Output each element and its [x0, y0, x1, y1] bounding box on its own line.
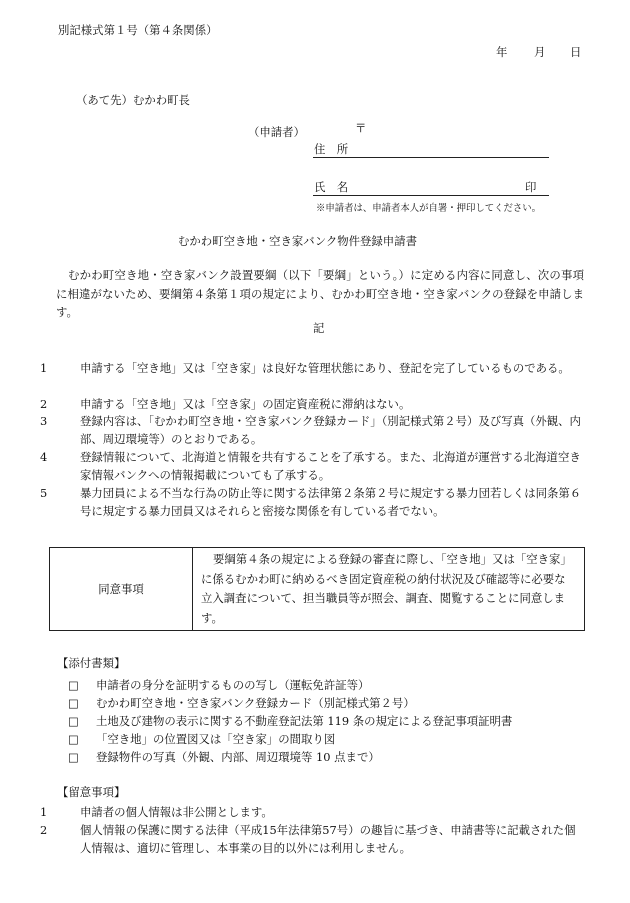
address-underline [313, 157, 549, 158]
note-number: 2 [40, 823, 48, 837]
checkbox-icon[interactable]: □ [68, 714, 79, 728]
statement-number: 5 [40, 486, 48, 500]
postal-mark: 〒 [355, 121, 367, 135]
date-year: 年 [496, 45, 508, 59]
notes-heading: 【留意事項】 [57, 785, 126, 799]
checkbox-icon[interactable]: □ [68, 696, 79, 710]
address-label: 住 所 [314, 142, 349, 156]
applicant-note: ※申請者は、申請者本人が自署・押印してください。 [316, 203, 542, 214]
statement-number: 2 [40, 397, 48, 411]
statement-text: 申請する「空き地」又は「空き家」は良好な管理状態にあり、登記を完了しているものである。 [80, 361, 570, 375]
seal-mark: 印 [525, 180, 537, 194]
statement-4 [40, 449, 582, 484]
attachment-item [68, 676, 369, 694]
attachment-label: 「空き地」の位置図又は「空き家」の間取り図 [96, 732, 336, 746]
attachment-item [68, 730, 335, 748]
form-number: 別記様式第１号（第４条関係） [58, 23, 218, 37]
statement-text: 登録情報について、北海道と情報を共有することを了承する。また、北海道が運営する北海道空き家情報バンクへの情報掲載についても了承する。 [80, 450, 581, 482]
statement-text: 登録内容は、「むかわ町空き地・空き家バンク登録カード」（別記様式第２号）及び写真（外観、内部、周辺環境等）のとおりである。 [80, 414, 581, 446]
statement-text: 暴力団員による不当な行為の防止等に関する法律第２条第２号に規定する暴力団若しくは同条第６号に規定する暴力団員又はそれらと密接な関係を有している者でない。 [80, 486, 582, 518]
consent-label: 同意事項 [50, 548, 193, 631]
document-title: むかわ町空き地・空き家バンク物件登録申請書 [178, 234, 417, 248]
attachment-label: むかわ町空き地・空き家バンク登録カード（別記様式第２号） [96, 696, 415, 710]
note-1 [40, 804, 582, 822]
attachment-label: 登録物件の写真（外観、内部、周辺環境等 10 点まで） [96, 750, 380, 764]
ki-mark: 記 [313, 321, 325, 335]
name-label: 氏 名 [314, 180, 349, 194]
attachment-label: 土地及び建物の表示に関する不動産登記法第 119 条の規定による登記事項証明書 [96, 714, 513, 728]
statement-number: 4 [40, 450, 48, 464]
checkbox-icon[interactable]: □ [68, 750, 79, 764]
attachments-heading: 【添付書類】 [57, 656, 126, 670]
consent-text [193, 548, 585, 631]
addressee: （あて先）むかわ町長 [76, 93, 190, 107]
statement-5 [40, 485, 582, 520]
attachment-label: 申請者の身分を証明するものの写し（運転免許証等） [96, 678, 370, 692]
attachment-item [68, 694, 415, 712]
note-2 [40, 822, 582, 857]
statement-1 [40, 360, 582, 378]
statement-2 [40, 396, 582, 414]
note-number: 1 [40, 805, 48, 819]
date-day: 日 [570, 45, 582, 59]
statement-3 [40, 413, 582, 448]
note-text: 個人情報の保護に関する法律（平成15年法律第57号）の趣旨に基づき、申請書等に記載された個人情報は、適切に管理し、本事業の目的以外には利用しません。 [80, 823, 576, 855]
statement-number: 1 [40, 361, 48, 375]
statement-text: 申請する「空き地」又は「空き家」の固定資産税に滞納はない。 [80, 397, 411, 411]
statement-number: 3 [40, 414, 48, 428]
attachment-item [68, 712, 512, 730]
date-month: 月 [534, 45, 546, 59]
checkbox-icon[interactable]: □ [68, 732, 79, 746]
consent-paragraph: 要綱第４条の規定による登録の審査に際し、「空き地」又は「空き家」に係るむかわ町に納めるべき固定資産税の納付状況及び確認等に必要な立入調査について、担当職員等が照会、調査、閲覧することに同意します。 [201, 552, 572, 625]
attachment-item [68, 748, 380, 766]
note-text: 申請者の個人情報は非公開とします。 [80, 805, 273, 819]
checkbox-icon[interactable]: □ [68, 678, 79, 692]
name-underline [313, 195, 549, 196]
consent-table [49, 547, 585, 631]
intro-paragraph: むかわ町空き地・空き家バンク設置要綱（以下「要綱」という。）に定める内容に同意し、次の事項に相違がないため、要綱第４条第１項の規定により、むかわ町空き地・空き家バンクの登録を申請します。 [56, 268, 584, 319]
applicant-label: （申請者） [248, 125, 305, 139]
